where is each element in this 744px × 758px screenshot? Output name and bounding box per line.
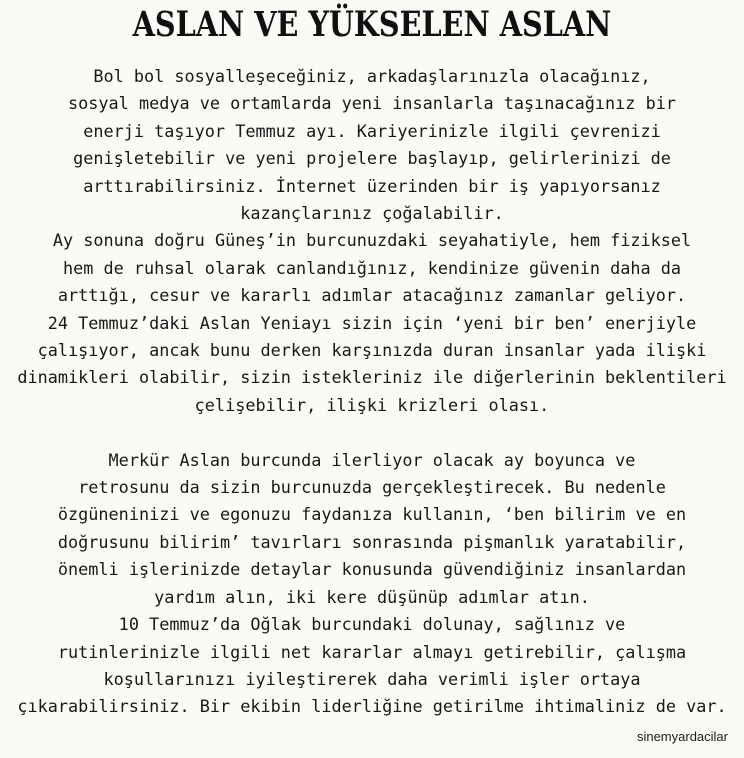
text-line: yardım alın, iki kere düşünüp adımlar atın. (154, 587, 590, 608)
text-line: dinamikleri olabilir, sizin istekleriniz ile diğerlerinin beklentileri (17, 368, 727, 389)
page-title: ASLAN VE YÜKSELEN ASLAN (132, 4, 612, 45)
text-line: hem de ruhsal olarak canlandığınız, kendinize güvenin daha da (62, 258, 682, 279)
text-line: genişletebilir ve yeni projelere başlayıp, gelirlerinizi de (73, 149, 671, 170)
text-line: rutinlerinizle ilgili net kararlar almayı getirebilir, çalışma (57, 642, 687, 663)
text-line: kazançlarınız çoğalabilir. (240, 204, 504, 225)
text-line: koşullarınızı iyileştirerek daha verimli işler ortaya (103, 669, 641, 690)
text-line: çelişebilir, ilişki krizleri olası. (194, 395, 550, 416)
text-line: özgüneninizi ve egonuzu faydanıza kullanın, ‘ben bilirim ve en (57, 505, 687, 526)
text-line: 24 Temmuz’daki Aslan Yeniayı sizin için ‘yeni bir ben’ enerjiyle (47, 313, 697, 334)
text-line: Merkür Aslan burcunda ilerliyor olacak ay boyunca ve (108, 450, 636, 471)
text-line: arttırabilirsiniz. İnternet üzerinden bir iş yapıyorsanız (83, 176, 661, 197)
text-line: çıkarabilirsiniz. Bir ekibin liderliğine getirilme ihtimaliniz de var. (17, 697, 727, 718)
text-line: doğrusunu bilirim’ tavırları sonrasında pişmanlık yaratabilir, (57, 532, 687, 553)
text-line: çalışıyor, ancak bunu derken karşınızda duran insanlar yada ilişki (37, 341, 707, 362)
text-line: Bol bol sosyalleşeceğiniz, arkadaşlarınızla olacağınız, (93, 67, 651, 87)
horoscope-text (0, 64, 744, 722)
author-signature: sinemyardacilar (636, 729, 728, 744)
text-line: retrosunu da sizin burcunuzda gerçekleştirecek. Bu nedenle (78, 478, 666, 499)
text-line: 10 Temmuz’da Oğlak burcundaki dolunay, sağlınız ve (118, 615, 626, 636)
text-line: önemli işlerinizde detaylar konusunda güvendiğiniz insanlardan (57, 560, 687, 581)
paragraph-gap (0, 420, 744, 447)
text-line: Ay sonuna doğru Güneş’in burcunuzdaki seyahatiyle, hem fiziksel (52, 231, 692, 252)
text-line: enerji taşıyor Temmuz ayı. Kariyerinizle ilgili çevrenizi (83, 121, 661, 142)
text-line: sosyal medya ve ortamlarda yeni insanlarla taşınacağınız bir (68, 94, 676, 115)
text-line: arttığı, cesur ve kararlı adımlar atacağınız zamanlar geliyor. (57, 286, 687, 307)
